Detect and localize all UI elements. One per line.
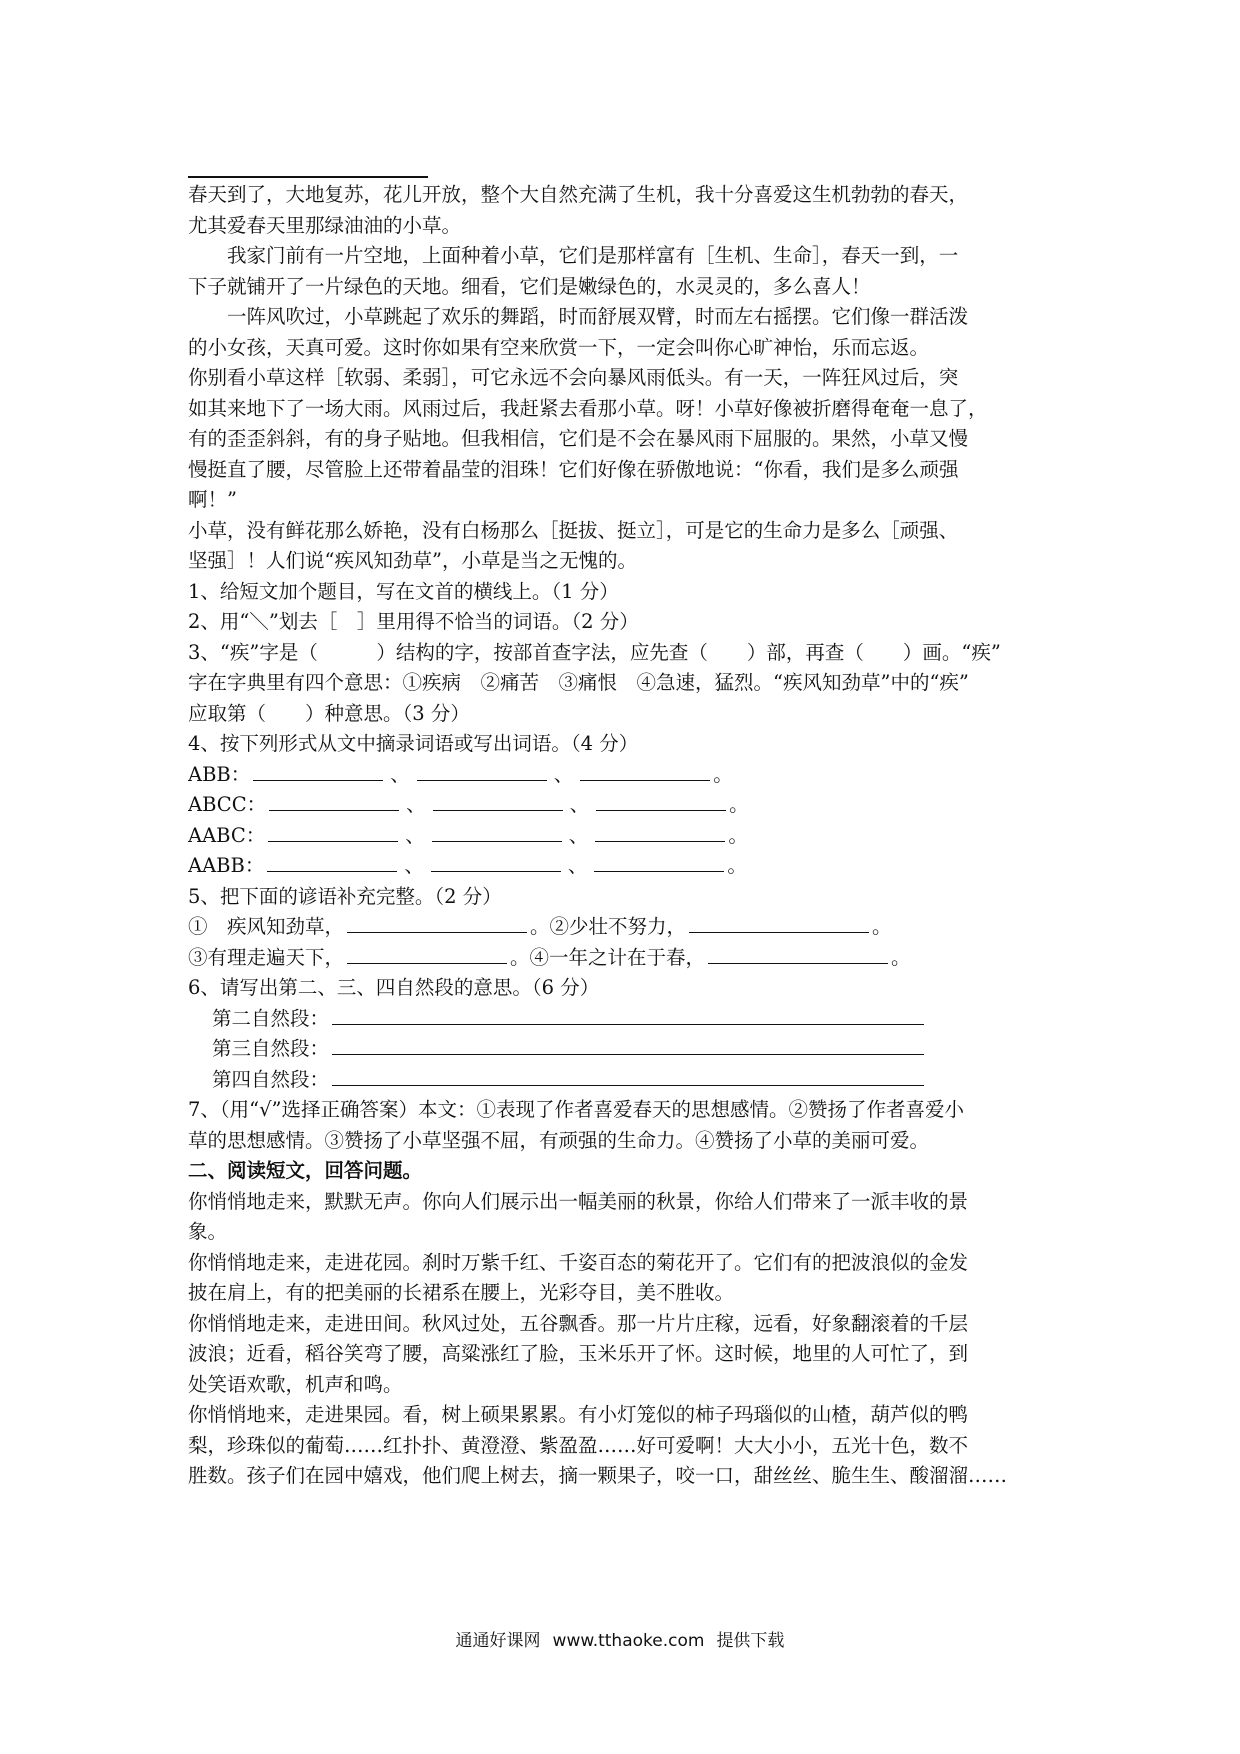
passage-line: 坚强］！人们说“疾风知劲草”，小草是当之无愧的。 (188, 549, 637, 572)
aabb-row: AABB： 、 、 。 (188, 854, 747, 877)
passage-line: 如其来地下了一场大雨。风雨过后，我赶紧去看那小草。呀！小草好像被折磨得奄奄一息了， (188, 396, 988, 420)
answer-blank[interactable] (347, 945, 507, 964)
passage-line: 小草，没有鲜花那么娇艳，没有白杨那么［挺拔、挺立］，可是它的生命力是多么［顽强、 (188, 518, 959, 542)
answer-blank[interactable] (432, 823, 562, 842)
footer-site-name: 通通好课网 (455, 1631, 541, 1651)
passage2-line: 你悄悄地走来，默默无声。你向人们展示出一幅美丽的秋景，你给人们带来了一派丰收的景 (188, 1189, 969, 1213)
question-3: 3、“疾”字是（ ）结构的字，按部首查字法，应先查（ ）部，再查（ ）画。“疾” (188, 640, 1001, 664)
page-footer (0, 1626, 1240, 1651)
answer-blank[interactable] (268, 823, 398, 842)
answer-blank[interactable] (253, 762, 383, 781)
passage2-line: 你悄悄地来，走进果园。看，树上硕果累累。有小灯笼似的柿子玛瑙似的山楂，葫芦似的鸭 (188, 1403, 969, 1426)
passage2-line: 你悄悄地走来，走进花园。刹时万紫千红、千姿百态的菊花开了。它们有的把波浪似的金发 (188, 1250, 969, 1274)
answer-blank[interactable] (433, 792, 563, 811)
answer-blank[interactable] (332, 1036, 924, 1055)
passage-line: 我家门前有一片空地，上面种着小草，它们是那样富有［生机、生命］，春天一到，一 (227, 244, 959, 267)
section-2-heading: 二、阅读短文，回答问题。 (188, 1159, 423, 1182)
abb-row: ABB： 、 、 。 (188, 762, 733, 786)
answer-blank[interactable] (332, 1006, 924, 1025)
pattern-label: ABCC： (188, 793, 267, 816)
paragraph-3-row: 第三自然段： (188, 1034, 1062, 1065)
passage-line: 你别看小草这样［软弱、柔弱］，可它永远不会向暴风雨低头。有一天，一阵狂风过后，突 (188, 366, 959, 389)
question-7: 7、（用“√”选择正确答案）本文：①表现了作者喜爱春天的思想感情。②赞扬了作者喜爱小 (188, 1098, 965, 1121)
question-3-cont: 应取第（ ）种意思。（3 分） (188, 701, 470, 725)
passage2-line: 象。 (188, 1220, 228, 1243)
passage2-line: 梨，珍珠似的葡萄……红扑扑、黄澄澄、紫盈盈……好可爱啊！大大小小，五光十色，数不 (188, 1433, 969, 1457)
aabc-row: AABC： 、 、 。 (188, 823, 748, 847)
proverb-row-2: ③有理走遍天下， 。④一年之计在于春， 。 (188, 945, 911, 969)
pattern-label: AABB： (188, 854, 265, 877)
paragraph-4-row: 第四自然段： (188, 1065, 1062, 1096)
answer-blank[interactable] (417, 762, 547, 781)
question-3-cont: 字在字典里有四个意思：①疾病 ②痛苦 ③痛恨 ④急速，猛烈。“疾风知劲草”中的“疾” (188, 671, 969, 694)
answer-blank[interactable] (269, 792, 399, 811)
answer-blank[interactable] (594, 853, 724, 872)
question-1: 1、给短文加个题目，写在文首的横线上。（1 分） (188, 579, 619, 603)
pattern-label: ABB： (188, 762, 251, 786)
passage-line: 啊！” (188, 488, 237, 511)
passage-line: 的小女孩，天真可爱。这时你如果有空来欣赏一下，一定会叫你心旷神怡，乐而忘返。 (188, 335, 930, 359)
question-2: 2、用“＼”划去［ ］里用得不恰当的词语。（2 分） (188, 610, 639, 633)
passage-line: 有的歪歪斜斜，有的身子贴地。但我相信，它们是不会在暴风雨下屈服的。果然，小草又慢 (188, 427, 969, 450)
passage-line: 尤其爱春天里那绿油油的小草。 (188, 213, 462, 237)
passage-line: 一阵风吹过，小草跳起了欢乐的舞蹈，时而舒展双臂，时而左右摇摆。它们像一群活泼 (227, 305, 969, 328)
passage2-line: 胜数。孩子们在园中嬉戏，他们爬上树去，摘一颗果子，咬一口，甜丝丝、脆生生、酸溜溜…… (188, 1464, 1008, 1487)
question-6: 6、请写出第二、三、四自然段的意思。（6 分） (188, 976, 600, 999)
passage-line: 下子就铺开了一片绿色的天地。细看，它们是嫩绿色的，水灵灵的，多么喜人！ (188, 274, 871, 298)
pattern-label: AABC： (188, 823, 266, 847)
answer-blank[interactable] (689, 914, 869, 933)
passage2-line: 波浪；近看，稻谷笑弯了腰，高粱涨红了脸，玉米乐开了怀。这时候，地里的人可忙了，到 (188, 1342, 969, 1365)
answer-blank[interactable] (347, 914, 527, 933)
answer-blank[interactable] (595, 823, 725, 842)
proverb-row-1: ① 疾风知劲草， 。②少壮不努力， 。 (188, 915, 892, 938)
passage2-line: 处笑语欢歌，机声和鸣。 (188, 1372, 403, 1396)
title-blank-line (188, 150, 428, 178)
answer-blank[interactable] (431, 853, 561, 872)
answer-blank[interactable] (267, 853, 397, 872)
passage2-line: 你悄悄地走来，走进田间。秋风过处，五谷飘香。那一片片庄稼，远看，好象翻滚着的千层 (188, 1311, 969, 1335)
question-5: 5、把下面的谚语补充完整。（2 分） (188, 884, 502, 908)
footer-url[interactable]: www.tthaoke.com (552, 1631, 705, 1651)
question-7-cont: 草的思想感情。③赞扬了小草坚强不屈，有顽强的生命力。④赞扬了小草的美丽可爱。 (188, 1128, 930, 1152)
footer-note: 提供下载 (716, 1631, 785, 1651)
passage-line: 慢挺直了腰，尽管脸上还带着晶莹的泪珠！它们好像在骄傲地说：“你看，我们是多么顽强 (188, 457, 959, 481)
answer-blank[interactable] (332, 1067, 924, 1086)
worksheet-page (188, 150, 1062, 1492)
answer-blank[interactable] (596, 792, 726, 811)
abcc-row: ABCC： 、 、 。 (188, 793, 749, 816)
answer-blank[interactable] (580, 762, 710, 781)
passage2-line: 披在肩上，有的把美丽的长裙系在腰上，光彩夺目，美不胜收。 (188, 1281, 735, 1304)
question-4: 4、按下列形式从文中摘录词语或写出词语。（4 分） (188, 732, 639, 755)
passage-line: 春天到了，大地复苏，花儿开放，整个大自然充满了生机，我十分喜爱这生机勃勃的春天， (188, 183, 969, 206)
paragraph-2-row: 第二自然段： (188, 1004, 1062, 1035)
answer-blank[interactable] (708, 945, 888, 964)
